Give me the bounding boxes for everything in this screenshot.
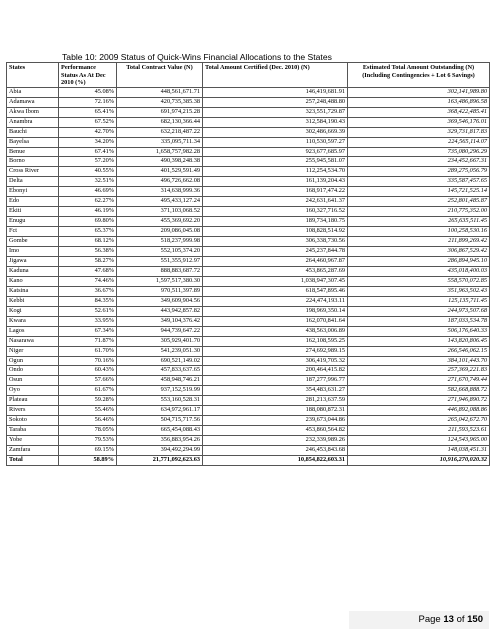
performance-status-cell: 84.35%	[59, 296, 117, 306]
state-name-cell: Rivers	[7, 406, 59, 416]
performance-status-cell: 70.16%	[59, 356, 117, 366]
estimated-outstanding-cell: 100,258,530.16	[348, 227, 490, 237]
amount-certified-cell: 239,673,044.86	[203, 416, 348, 426]
amount-certified-cell: 264,460,967.87	[203, 256, 348, 266]
total-amount-certified-cell: 10,854,822,603.31	[203, 456, 348, 466]
contract-value-cell: 401,529,591.49	[117, 167, 203, 177]
table-row	[7, 197, 490, 207]
contract-value-cell: 349,609,904.56	[117, 296, 203, 306]
estimated-outstanding-cell: 124,543,965.00	[348, 436, 490, 446]
amount-certified-cell: 312,584,190.43	[203, 117, 348, 127]
state-name-cell: Ondo	[7, 366, 59, 376]
table-row	[7, 296, 490, 306]
state-name-cell: Anambra	[7, 117, 59, 127]
estimated-outstanding-cell: 234,452,667.31	[348, 157, 490, 167]
page-total: 150	[467, 614, 483, 625]
amount-certified-cell: 453,865,287.69	[203, 266, 348, 276]
table-row	[7, 147, 490, 157]
amount-certified-cell: 306,419,705.32	[203, 356, 348, 366]
amount-certified-cell: 162,108,595.25	[203, 336, 348, 346]
contract-value-cell: 690,521,149.02	[117, 356, 203, 366]
table-row	[7, 266, 490, 276]
estimated-outstanding-cell: 265,042,672.70	[348, 416, 490, 426]
estimated-outstanding-cell: 125,135,711.45	[348, 296, 490, 306]
estimated-outstanding-cell: 257,369,221.83	[348, 366, 490, 376]
state-name-cell: Kogi	[7, 306, 59, 316]
amount-certified-cell: 453,860,564.82	[203, 426, 348, 436]
contract-value-cell: 448,561,671.71	[117, 87, 203, 97]
amount-certified-cell: 162,070,841.64	[203, 316, 348, 326]
estimated-outstanding-cell: 271,946,890.72	[348, 396, 490, 406]
amount-certified-cell: 198,969,350.14	[203, 306, 348, 316]
performance-status-cell: 67.34%	[59, 326, 117, 336]
performance-status-cell: 65.37%	[59, 227, 117, 237]
total-estimated-outstanding-cell: 10,916,270,020.32	[348, 456, 490, 466]
state-name-cell: Cross River	[7, 167, 59, 177]
contract-value-cell: 504,715,717.56	[117, 416, 203, 426]
amount-certified-cell: 323,551,729.87	[203, 107, 348, 117]
table-row	[7, 187, 490, 197]
contract-value-cell: 541,239,051.30	[117, 346, 203, 356]
contract-value-cell: 455,369,692.20	[117, 217, 203, 227]
amount-certified-cell: 168,917,474.22	[203, 187, 348, 197]
state-name-cell: Zamfara	[7, 446, 59, 456]
performance-status-cell: 74.46%	[59, 276, 117, 286]
table-row	[7, 157, 490, 167]
performance-status-cell: 69.15%	[59, 446, 117, 456]
amount-certified-cell: 618,547,895.46	[203, 286, 348, 296]
table-row	[7, 376, 490, 386]
performance-status-cell: 32.51%	[59, 177, 117, 187]
state-name-cell: Kaduna	[7, 266, 59, 276]
table-row	[7, 426, 490, 436]
estimated-outstanding-cell: 148,038,451.31	[348, 446, 490, 456]
performance-status-cell: 34.20%	[59, 137, 117, 147]
contract-value-cell: 1,597,517,380.30	[117, 276, 203, 286]
performance-status-cell: 61.70%	[59, 346, 117, 356]
table-row	[7, 97, 490, 107]
table-row	[7, 326, 490, 336]
table-row	[7, 107, 490, 117]
performance-status-cell: 62.27%	[59, 197, 117, 207]
table-row	[7, 256, 490, 266]
amount-certified-cell: 232,339,989.26	[203, 436, 348, 446]
table-row	[7, 177, 490, 187]
estimated-outstanding-cell: 289,275,056.79	[348, 167, 490, 177]
table-row	[7, 217, 490, 227]
amount-certified-cell: 923,677,685.97	[203, 147, 348, 157]
state-name-cell: Bayelsa	[7, 137, 59, 147]
estimated-outstanding-cell: 506,176,640.33	[348, 326, 490, 336]
amount-certified-cell: 161,139,204.43	[203, 177, 348, 187]
amount-certified-cell: 255,945,581.07	[203, 157, 348, 167]
performance-status-cell: 69.80%	[59, 217, 117, 227]
page-footer	[349, 611, 489, 629]
contract-value-cell: 356,883,954.26	[117, 436, 203, 446]
state-name-cell: Gombe	[7, 237, 59, 247]
contract-value-cell: 937,152,519.99	[117, 386, 203, 396]
state-name-cell: Ekiti	[7, 207, 59, 217]
amount-certified-cell: 246,453,843.68	[203, 446, 348, 456]
total-row	[7, 456, 490, 466]
table-row	[7, 446, 490, 456]
state-name-cell: Enugu	[7, 217, 59, 227]
estimated-outstanding-cell: 351,963,502.43	[348, 286, 490, 296]
table-row	[7, 396, 490, 406]
contract-value-cell: 682,130,366.44	[117, 117, 203, 127]
table-row	[7, 276, 490, 286]
amount-certified-cell: 281,213,637.59	[203, 396, 348, 406]
performance-status-cell: 46.69%	[59, 187, 117, 197]
estimated-outstanding-cell: 143,820,806.45	[348, 336, 490, 346]
estimated-outstanding-cell: 252,801,485.87	[348, 197, 490, 207]
contract-value-cell: 691,974,215.28	[117, 107, 203, 117]
performance-status-cell: 57.20%	[59, 157, 117, 167]
performance-status-cell: 55.46%	[59, 406, 117, 416]
state-name-cell: Sokoto	[7, 416, 59, 426]
state-name-cell: Osun	[7, 376, 59, 386]
estimated-outstanding-cell: 271,670,749.44	[348, 376, 490, 386]
table-row	[7, 137, 490, 147]
contract-value-cell: 420,735,385.38	[117, 97, 203, 107]
amount-certified-cell: 146,419,681.91	[203, 87, 348, 97]
state-name-cell: Kano	[7, 276, 59, 286]
estimated-outstanding-cell: 384,101,443.70	[348, 356, 490, 366]
estimated-outstanding-cell: 558,570,072.85	[348, 276, 490, 286]
table-header-row	[7, 63, 490, 88]
contract-value-cell: 371,103,068.52	[117, 207, 203, 217]
contract-value-cell: 551,355,912.97	[117, 256, 203, 266]
performance-status-cell: 72.16%	[59, 97, 117, 107]
performance-status-cell: 56.38%	[59, 247, 117, 257]
table-row	[7, 117, 490, 127]
contract-value-cell: 632,218,487.22	[117, 127, 203, 137]
page-number: 13	[443, 614, 454, 625]
page-label: Page	[418, 614, 441, 625]
amount-certified-cell: 302,486,669.39	[203, 127, 348, 137]
contract-value-cell: 490,398,248.38	[117, 157, 203, 167]
contract-value-cell: 335,095,711.34	[117, 137, 203, 147]
table-row	[7, 416, 490, 426]
table-body	[7, 87, 490, 465]
of-label: of	[456, 614, 465, 625]
performance-status-cell: 33.95%	[59, 316, 117, 326]
contract-value-cell: 552,105,374.20	[117, 247, 203, 257]
state-name-cell: Abia	[7, 87, 59, 97]
performance-status-cell: 79.53%	[59, 436, 117, 446]
performance-status-cell: 59.28%	[59, 396, 117, 406]
performance-status-cell: 78.05%	[59, 426, 117, 436]
estimated-outstanding-cell: 302,141,989.80	[348, 87, 490, 97]
state-name-cell: Niger	[7, 346, 59, 356]
estimated-outstanding-cell: 446,892,088.86	[348, 406, 490, 416]
estimated-outstanding-cell: 735,080,296.29	[348, 147, 490, 157]
amount-certified-cell: 245,237,844.78	[203, 247, 348, 257]
performance-status-cell: 71.87%	[59, 336, 117, 346]
state-name-cell: Nasarawa	[7, 336, 59, 346]
performance-status-cell: 60.43%	[59, 366, 117, 376]
amount-certified-cell: 189,734,180.75	[203, 217, 348, 227]
state-name-cell: Lagos	[7, 326, 59, 336]
state-name-cell: Bauchi	[7, 127, 59, 137]
performance-status-cell: 40.55%	[59, 167, 117, 177]
contract-value-cell: 209,086,045.08	[117, 227, 203, 237]
contract-value-cell: 458,948,746.21	[117, 376, 203, 386]
estimated-outstanding-cell: 211,899,269.42	[348, 237, 490, 247]
state-name-cell: Kebbi	[7, 296, 59, 306]
performance-status-cell: 57.66%	[59, 376, 117, 386]
state-name-cell: Edo	[7, 197, 59, 207]
amount-certified-cell: 274,692,989.15	[203, 346, 348, 356]
state-name-cell: Jigawa	[7, 256, 59, 266]
state-name-cell: Adamawa	[7, 97, 59, 107]
state-name-cell: Yobe	[7, 436, 59, 446]
estimated-outstanding-cell: 335,587,457.65	[348, 177, 490, 187]
header-contract-value: Total Contract Value (N)	[117, 63, 203, 88]
table-row	[7, 346, 490, 356]
performance-status-cell: 46.19%	[59, 207, 117, 217]
performance-status-cell: 36.67%	[59, 286, 117, 296]
contract-value-cell: 553,160,528.31	[117, 396, 203, 406]
performance-status-cell: 65.41%	[59, 107, 117, 117]
amount-certified-cell: 112,254,534.70	[203, 167, 348, 177]
total-state-name-cell: Total	[7, 456, 59, 466]
estimated-outstanding-cell: 187,033,534.78	[348, 316, 490, 326]
table-caption: Table 10: 2009 Status of Quick-Wins Financial Allocations to the States	[62, 52, 332, 62]
performance-status-cell: 61.67%	[59, 386, 117, 396]
state-name-cell: Akwa Ibom	[7, 107, 59, 117]
table-row	[7, 127, 490, 137]
contract-value-cell: 944,739,647.22	[117, 326, 203, 336]
state-name-cell: Imo	[7, 247, 59, 257]
allocation-table	[6, 62, 490, 466]
table-row	[7, 316, 490, 326]
amount-certified-cell: 257,248,488.80	[203, 97, 348, 107]
state-name-cell: Borno	[7, 157, 59, 167]
performance-status-cell: 67.41%	[59, 147, 117, 157]
state-name-cell: Kwara	[7, 316, 59, 326]
performance-status-cell: 45.08%	[59, 87, 117, 97]
table-row	[7, 336, 490, 346]
table-row	[7, 286, 490, 296]
amount-certified-cell: 187,277,996.77	[203, 376, 348, 386]
estimated-outstanding-cell: 163,486,896.58	[348, 97, 490, 107]
contract-value-cell: 305,929,401.70	[117, 336, 203, 346]
table-row	[7, 386, 490, 396]
state-name-cell: Fct	[7, 227, 59, 237]
estimated-outstanding-cell: 211,593,523.61	[348, 426, 490, 436]
performance-status-cell: 47.68%	[59, 266, 117, 276]
amount-certified-cell: 242,631,641.37	[203, 197, 348, 207]
state-name-cell: Benue	[7, 147, 59, 157]
estimated-outstanding-cell: 244,973,507.68	[348, 306, 490, 316]
contract-value-cell: 1,658,757,982.28	[117, 147, 203, 157]
estimated-outstanding-cell: 286,894,945.10	[348, 256, 490, 266]
estimated-outstanding-cell: 368,422,485.41	[348, 107, 490, 117]
estimated-outstanding-cell: 210,775,352.00	[348, 207, 490, 217]
estimated-outstanding-cell: 145,721,525.14	[348, 187, 490, 197]
estimated-outstanding-cell: 266,546,062.15	[348, 346, 490, 356]
performance-status-cell: 42.70%	[59, 127, 117, 137]
amount-certified-cell: 354,483,631.27	[203, 386, 348, 396]
performance-status-cell: 56.46%	[59, 416, 117, 426]
state-name-cell: Taraba	[7, 426, 59, 436]
contract-value-cell: 349,104,376.42	[117, 316, 203, 326]
contract-value-cell: 970,511,397.89	[117, 286, 203, 296]
table-row	[7, 207, 490, 217]
amount-certified-cell: 1,038,947,307.45	[203, 276, 348, 286]
contract-value-cell: 665,454,088.43	[117, 426, 203, 436]
amount-certified-cell: 224,474,193.11	[203, 296, 348, 306]
table-row	[7, 227, 490, 237]
table-row	[7, 306, 490, 316]
header-certified: Total Amount Certified (Dec. 2010) (N)	[203, 63, 348, 88]
table-row	[7, 356, 490, 366]
amount-certified-cell: 200,464,415.82	[203, 366, 348, 376]
table-row	[7, 167, 490, 177]
performance-status-cell: 58.27%	[59, 256, 117, 266]
state-name-cell: Katsina	[7, 286, 59, 296]
estimated-outstanding-cell: 329,731,817.83	[348, 127, 490, 137]
total-contract-value-cell: 21,771,092,623.63	[117, 456, 203, 466]
amount-certified-cell: 438,563,006.89	[203, 326, 348, 336]
state-name-cell: Plateau	[7, 396, 59, 406]
table-row	[7, 237, 490, 247]
estimated-outstanding-cell: 265,635,511.45	[348, 217, 490, 227]
table-row	[7, 406, 490, 416]
table-row	[7, 87, 490, 97]
contract-value-cell: 496,726,662.08	[117, 177, 203, 187]
contract-value-cell: 457,833,637.65	[117, 366, 203, 376]
table-row	[7, 436, 490, 446]
amount-certified-cell: 306,338,730.56	[203, 237, 348, 247]
total-performance-status-cell: 58.89%	[59, 456, 117, 466]
state-name-cell: Ogun	[7, 356, 59, 366]
table-row	[7, 247, 490, 257]
amount-certified-cell: 108,828,514.92	[203, 227, 348, 237]
contract-value-cell: 443,942,857.82	[117, 306, 203, 316]
state-name-cell: Ebonyi	[7, 187, 59, 197]
contract-value-cell: 394,492,294.99	[117, 446, 203, 456]
estimated-outstanding-cell: 224,565,114.07	[348, 137, 490, 147]
contract-value-cell: 314,638,999.36	[117, 187, 203, 197]
header-performance: Performance Status As At Dec 2010 (%)	[59, 63, 117, 88]
contract-value-cell: 888,883,687.72	[117, 266, 203, 276]
performance-status-cell: 68.12%	[59, 237, 117, 247]
header-estimated-outstanding: Estimated Total Amount Outstanding (N) (Including Contingencies + Lot 6 Savings)	[348, 63, 490, 88]
table-row	[7, 366, 490, 376]
contract-value-cell: 634,972,961.17	[117, 406, 203, 416]
estimated-outstanding-cell: 582,668,888.72	[348, 386, 490, 396]
estimated-outstanding-cell: 306,867,529.42	[348, 247, 490, 257]
state-name-cell: Delta	[7, 177, 59, 187]
contract-value-cell: 518,237,999.98	[117, 237, 203, 247]
amount-certified-cell: 160,327,716.52	[203, 207, 348, 217]
estimated-outstanding-cell: 369,546,176.01	[348, 117, 490, 127]
amount-certified-cell: 110,530,597.27	[203, 137, 348, 147]
header-states: States	[7, 63, 59, 88]
state-name-cell: Oyo	[7, 386, 59, 396]
performance-status-cell: 67.52%	[59, 117, 117, 127]
contract-value-cell: 495,433,127.24	[117, 197, 203, 207]
estimated-outstanding-cell: 435,018,400.03	[348, 266, 490, 276]
performance-status-cell: 52.61%	[59, 306, 117, 316]
amount-certified-cell: 188,080,872.31	[203, 406, 348, 416]
